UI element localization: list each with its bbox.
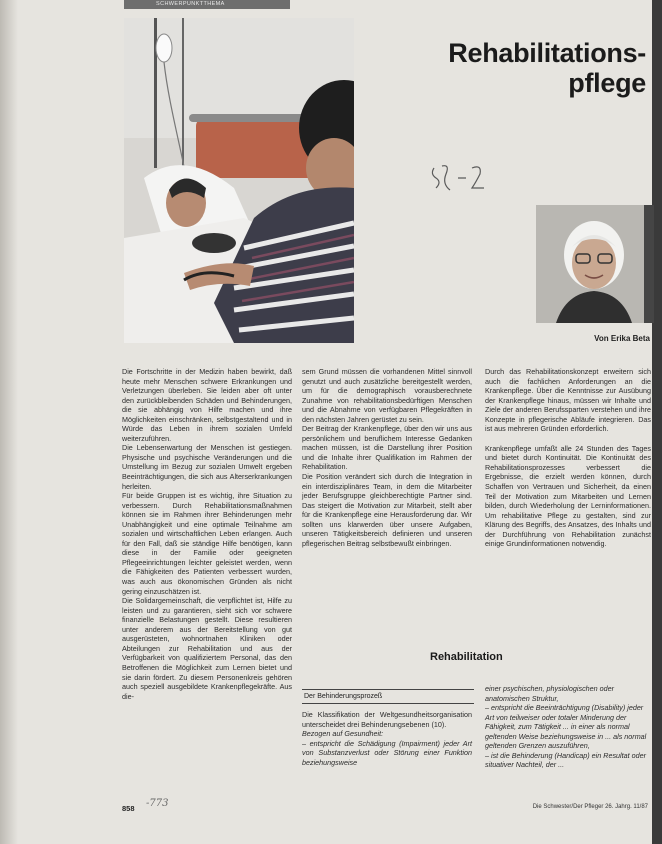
article-title [448,38,646,98]
paragraph: Die Fortschritte in der Medizin haben bewirkt, daß heute mehr Menschen schwere Erkrankungen und Verletzungen überleben. Sie leiden aber oft unter den zurückbleibenden Schäden und Behinderungen, die sie abhängig von Hilfe machen und ihre Möglichkeiten einschränken, selbstgestaltend und in Würde das Leben in ihrem sozialen Umfeld weiterzuführen. [122,367,292,443]
author-portrait-illustration [536,205,654,323]
paragraph: Die Klassifikation der Weltgesundheitsorganisation unterscheidet drei Behinderungsebenen (10). [302,710,472,729]
paragraph-gap [485,434,651,444]
author-portrait [536,205,654,323]
paragraph: Durch das Rehabilitationskonzept erweitern sich auch die fachlichen Anforderungen an die Krankenpflege. Über die Kenntnisse zur Ausübung der Krankenpflege hinaus, müssen wir Inhalte und Ziele der anderen Berufssparten verstehen und ihre Konzepte in pflegerische Abläufe integrieren. Das ist aus mehreren Gründen erforderlich. [485,367,651,434]
paragraph: – ist die Behinderung (Handicap) ein Resultat oder situativer Nachteil, der ... [485,750,647,770]
paragraph: Krankenpflege umfaßt alle 24 Stunden des Tages und bietet durch Kontinuität. Die Kontinuität des Rehabilitationsprozesses verbessert die Ergebnisse, die erzielt werden können, durch Schaffen von Vertrauen und Sicherheit, da einen Teil der Motivation zum Mitarbeiten und Lernen bilden, durch Wiederholung der Lerninformationen. Um rehabilitative Pflege zu gestalten, sind zur Klärung des Begriffs, des Ansatzes, des Inhalts und der Durchführung von Rehabilitation zunächst einige Grundinformationen notwendig. [485,443,651,549]
subsection-heading: Der Behinderungsprozeß [302,689,474,704]
section-heading: Rehabilitation [430,651,503,663]
author-byline: Von Erika Beta [594,334,650,343]
paragraph: einer psychischen, physiologischen oder anatomischen Struktur, [485,684,615,703]
title-line-1: Rehabilitations- [448,38,646,68]
text-column-2-bottom [302,710,472,767]
journal-footer: Die Schwester/Der Pfleger 26. Jahrg. 11/87 [532,804,648,810]
page-binding-shadow [0,0,18,844]
paragraph: – entspricht die Beeinträchtigung (Disability) jeder Art von teilweiser oder totaler Minderung der Fähigkeit, zum Tätigkeit ... in einer als normal geltenden Weise beziehungsweise in ... als normal geltenden Grenzen auszuführen, [485,703,647,751]
title-line-2: pflege [568,68,646,98]
handwritten-note [428,160,498,200]
text-column-2 [302,367,472,548]
nurse-patient-photo [124,18,354,343]
section-label: SCHWERPUNKTTHEMA [124,0,290,9]
paragraph: Die Position verändert sich durch die Integration in ein interdisziplinäres Team, in dem die Mitarbeiter jeder Berufsgruppe gleichberechtigte Partner sind. Das steigert die Motivation zur Mitarbeit, stellt aber für die Krankenpflege eine Herausforderung dar. Wir sollten uns klarwerden über unsere Aufgaben, unseren Tätigkeitsbereich definieren und unseren pflegerischen Beitrag selbstbewußt einbringen. [302,472,472,548]
paragraph: Für beide Gruppen ist es wichtig, ihre Situation zu verbessern. Durch Rehabilitationsmaßnahmen können sie im Rahmen ihrer Behinderungen mehr Unabhängigkeit und eine optimale Teilnahme am sozialen und wirtschaftlichen Leben erlangen. Auch für den Fall, daß sie ständige Hilfe benötigen, kann diese in der Familie oder geeigneten Pflegeeinrichtungen leichter geleistet werden, wenn die Fähigkeiten des Patienten verbessert wurden, was auch aus ökonomischen Gründen als nicht gering einzuschätzen ist. [122,491,292,596]
nurse-patient-illustration [124,18,354,343]
pencil-annotation: -773 [146,798,169,809]
text-column-1 [122,367,292,701]
page-number: 858 [122,804,135,813]
paragraph: Die Lebenserwartung der Menschen ist gestiegen. Physische und psychische Veränderungen und die Umstellung im Bezug zur sozialen Umwelt ergeben Beeinträchtigungen, die sich aus Alterserkrankungen herleiten. [122,443,292,491]
paragraph: Die Solidargemeinschaft, die verpflichtet ist, Hilfe zu leisten und zu garantieren, sieht sich vor schwere finanzielle Belastungen gestellt. Diese resultieren unter anderem aus der Bereitstellung von gut ausgerüsteten, wohnortnahen Kliniken oder Abteilungen zur Rehabilitation und aus der Verfügbarkeit von qualifiziertem Personal, das den Betroffenen die Möglichkeit zum Lernen bietet und sie darin fördert. Zu diesem Personenkreis gehören auch speziell ausgebildete Krankenpflegekräfte. Aus die- [122,596,292,701]
text-column-3-bottom [485,684,651,770]
paragraph: Bezogen auf Gesundheit: [302,729,384,739]
paragraph: – entspricht die Schädigung (Impairment) jeder Art von Substanzverlust oder Störung einer Funktion beziehungsweise [302,738,472,767]
text-column-3 [485,367,651,549]
page-edge-shadow [652,0,662,844]
paragraph: Der Beitrag der Krankenpflege, über den wir uns aus persönlichem und beruflichem Interesse Gedanken machen müssen, ist die Darstellung ihrer Position und die Inhalte ihrer Qualifikation im Rahmen der Rehabilitation. [302,424,472,472]
paragraph: sem Grund müssen die vorhandenen Mittel sinnvoll genutzt und auch zusätzliche bereitgestellt werden, um für die demographisch vorausberechnete Zunahme von rehabilitationsbedürftigen Menschen und die Abnahme von verfügbaren Pflegekräften in den nächsten Jahren gerüstet zu sein. [302,367,472,424]
